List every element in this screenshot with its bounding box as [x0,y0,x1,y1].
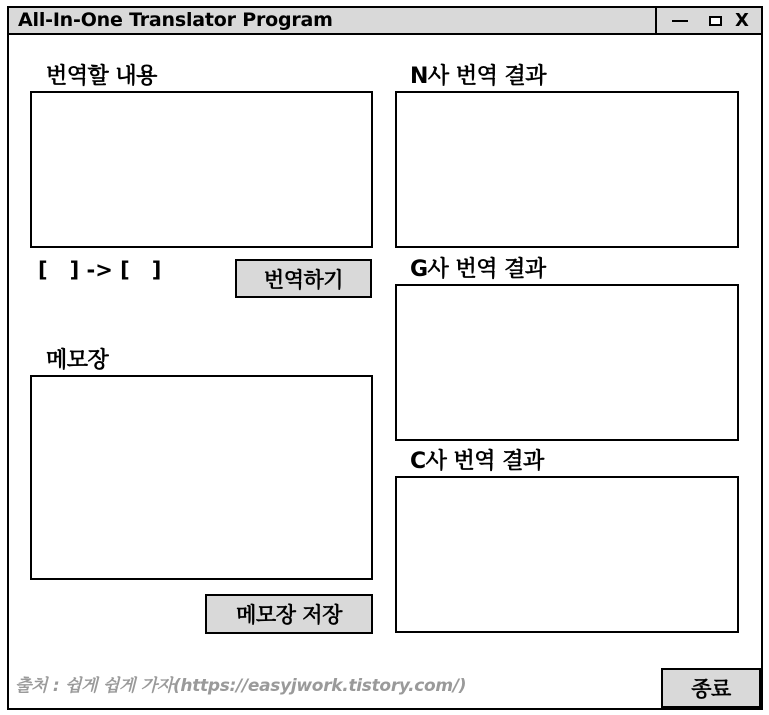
maximize-button[interactable] [709,16,722,26]
g-result-output[interactable] [395,284,739,441]
source-credit-text: 출처 : 쉽게 쉽게 가자(https://easyjwork.tistory.com/) [15,676,467,696]
source-language-select[interactable] [48,260,70,282]
source-text-label: 번역할 내용 [46,64,157,89]
source-lang-close-bracket: ] [69,258,80,282]
target-lang-close-bracket: ] [151,258,162,282]
close-button[interactable]: X [735,10,749,31]
window-title: All-In-One Translator Program [18,9,333,31]
language-selector [38,258,161,282]
exit-button[interactable]: 종료 [661,668,761,708]
lang-arrow: -> [86,258,113,282]
n-result-label: N사 번역 결과 [410,64,546,89]
memo-input[interactable] [30,375,373,580]
target-lang-open-bracket: [ [120,258,130,282]
source-lang-open-bracket: [ [38,258,48,282]
n-result-output[interactable] [395,91,739,248]
memo-label: 메모장 [46,348,109,373]
target-language-select[interactable] [130,260,152,282]
c-result-output[interactable] [395,476,739,633]
source-text-input[interactable] [30,91,373,248]
title-bar[interactable] [9,8,761,35]
translate-button[interactable]: 번역하기 [235,259,372,298]
c-result-label: C사 번역 결과 [410,449,544,474]
window-controls [655,8,761,33]
g-result-label: G사 번역 결과 [410,257,546,282]
save-memo-button[interactable]: 메모장 저장 [205,594,373,634]
minimize-button[interactable] [672,20,688,22]
